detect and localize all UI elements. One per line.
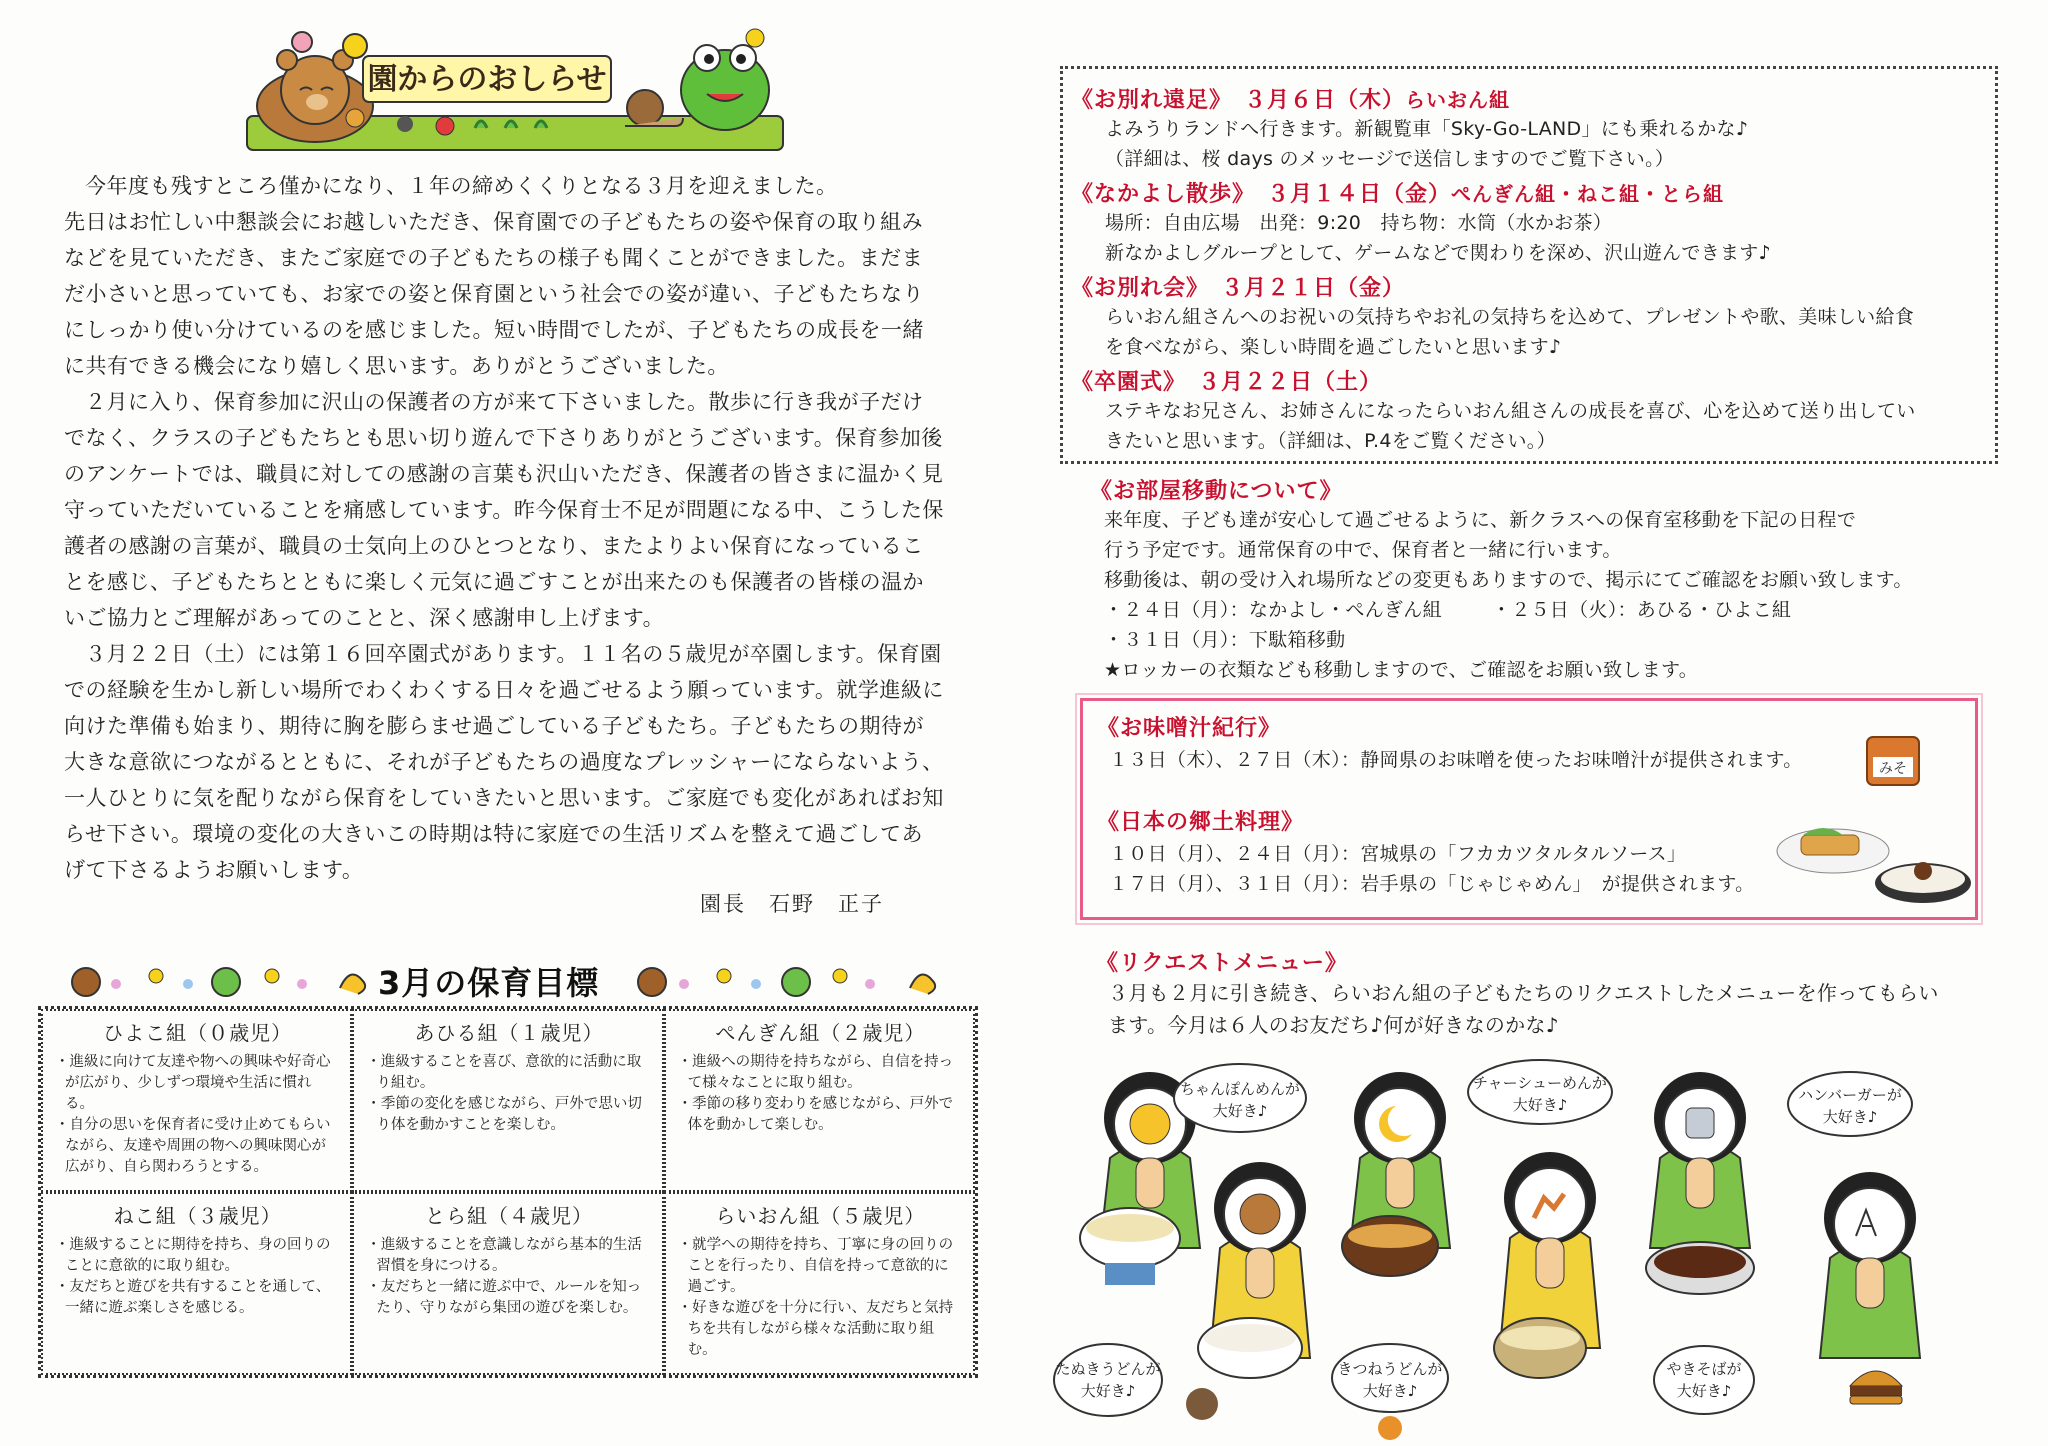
kid-3 — [1332, 1072, 1450, 1440]
goal-class-name: とら組（４歳児） — [424, 1204, 593, 1228]
kid-5-dish-line-1: やきそばが — [1666, 1360, 1742, 1378]
local-food-line: １７日（月）、３１日（月）：岩手県の「じゃじゃめん」 が提供されます。 — [1109, 873, 1755, 895]
goal-cell-tora — [352, 1192, 663, 1375]
goal-item: ・好きな遊びを十分に行い、友だちと気持ちを共有しながら様々な活動に取り組む。 — [677, 1300, 954, 1358]
goal-item: ・進級することを意識しながら基本的生活習慣を身につける。 — [366, 1237, 642, 1274]
miso-jar-icon — [1863, 733, 1923, 789]
miso-line: １３日（木）、２７日（木）：静岡県のお味噌を使ったお味噌汁が提供されます。 — [1109, 749, 1803, 771]
kid-6-dish-line-1: ハンバーガーが — [1798, 1086, 1902, 1104]
event-title: 《お別れ会》 ３月２１日（金） — [1071, 276, 1406, 301]
kid-4-dish-line-2: 大好き♪ — [1512, 1096, 1568, 1114]
event-line: らいおん組さんへのお祝いの気持ちやお礼の気持ちを込めて、プレゼントや歌、美味しい給食 — [1105, 306, 1915, 328]
goal-class-name: らいおん組（５歳児） — [715, 1204, 926, 1228]
goal-cell-raion — [664, 1192, 975, 1375]
goal-cell-ahiru — [352, 1009, 663, 1192]
goal-item: ・進級への期待を持ちながら、自信を持って様々なことに取り組む。 — [677, 1054, 954, 1091]
kid-6-dish-line-2: 大好き♪ — [1822, 1108, 1878, 1126]
monkey-icon — [1240, 1194, 1280, 1234]
kid-6 — [1788, 1072, 1920, 1404]
animal-icons-left — [72, 968, 365, 996]
event-line: （詳細は、桜 days のメッセージで送信しますのでご覧下さい。） — [1105, 148, 1675, 170]
events-box — [1060, 66, 1998, 464]
event-title: 《なかよし散歩》 ３月１４日（金） — [1071, 182, 1452, 207]
goal-class-name: あひる組（１歳児） — [414, 1021, 604, 1045]
event-line: きたいと思います。（詳細は、P.4をご覧ください。） — [1105, 430, 1556, 452]
request-menu-section — [1096, 946, 1996, 1041]
animal-icons-right — [638, 968, 935, 996]
snail-icon — [625, 90, 683, 126]
local-dish-icons — [1773, 813, 1973, 913]
principal-message — [64, 168, 944, 888]
kid-4 — [1468, 1060, 1612, 1378]
goal-class-name: ひよこ組（０歳児） — [103, 1021, 293, 1045]
goal-item: ・自分の思いを保育者に受け止めてもらいながら、友達や周囲の物への興味関心が広がり、自ら関わろうとする。 — [55, 1117, 331, 1175]
kid-1-dish-line-2: 大好き♪ — [1080, 1382, 1136, 1400]
hamburger-icon — [1850, 1371, 1902, 1404]
intro-paragraph-4: ３月２２日（土）には第１６回卒園式があります。１１名の５歳児が卒園します。保育園での経験を生かし新しい場所でわくわくする日々を過ごせるよう願っています。就学進級に向けた準備も始まり、期待に胸を膨らませ過ごしている子どもたち。子どもたちの期待が大きな意欲につながるとともに、それが子どもたちの過度なプレッシャーにならないよう、一人ひとりに気を配りながら保育をしていきたいと思います。ご家庭でも変化があればお知らせ下さい。環境の変化の大きいこの時期は特に家庭での生活リズムを整えて過ごしてあげて下さるようお願いします。 — [64, 642, 944, 882]
goal-item: ・進級に向けて友達や物への興味や好奇心が広がり、少しずつ環境や生活に慣れる。 — [55, 1054, 331, 1112]
room-move-note: ★ロッカーの衣類なども移動しますので、ご確認をお願い致します。 — [1104, 659, 1699, 681]
event-line: を食べながら、楽しい時間を過ごしたいと思います♪ — [1105, 336, 1562, 358]
goal-item: ・季節の変化を感じながら、戸外で思い切り体を動かすことを楽しむ。 — [366, 1096, 642, 1133]
goal-class-name: ぺんぎん組（２歳児） — [715, 1021, 926, 1045]
event-title: 《卒園式》 ３月２２日（土） — [1071, 370, 1383, 395]
event-line: 新なかよしグループとして、ゲームなどで関わりを深め、沢山遊んできます♪ — [1105, 242, 1771, 264]
goal-item: ・友だちと遊びを共有することを通して、一緒に遊ぶ楽しさを感じる。 — [55, 1279, 331, 1316]
principal-signature: 園長 石野 正子 — [700, 892, 884, 916]
room-move-line: 来年度、子ども達が安心して過ごせるように、新クラスへの保育室移動を下記の日程で — [1104, 509, 1857, 531]
fox-icon — [1378, 1416, 1402, 1440]
banner-title: 園からのおしらせ — [367, 62, 607, 97]
event-graduation — [1071, 365, 1916, 456]
event-line: 場所：自由広場 出発：9:20 持ち物：水筒（水かお茶） — [1105, 212, 1613, 234]
intro-paragraph-1: 今年度も残すところ僅かになり、１年の締めくくりとなる３月を迎えました。 — [85, 174, 838, 198]
robot-icon — [1686, 1108, 1714, 1138]
goal-cell-hiyoko — [41, 1009, 352, 1192]
goal-item: ・季節の移り変わりを感じながら、戸外で体を動かして楽しむ。 — [677, 1096, 954, 1133]
goal-item: ・進級することに期待を持ち、身の回りのことに意欲的に取り組む。 — [55, 1237, 331, 1274]
room-move-title: 《お部屋移動について》 — [1090, 479, 1343, 504]
frog-icon — [681, 29, 769, 130]
goals-title: 3月の保育目標 — [378, 964, 600, 1002]
event-class: らいおん組 — [1405, 88, 1511, 112]
goal-class-name: ねこ組（３歳児） — [113, 1204, 282, 1228]
kid-2-dish-line-1: ちゃんぽんめんが — [1179, 1080, 1301, 1098]
request-line: ます。今月は６人のお友だち♪何が好きなのかな♪ — [1108, 1013, 1559, 1037]
goal-cell-neko — [41, 1192, 352, 1375]
room-move-schedule: ・２５日（火）：あひる・ひよこ組 — [1491, 599, 1792, 621]
room-move-schedule: ・３１日（月）：下駄箱移動 — [1104, 629, 1346, 651]
room-move-schedule: ・２４日（月）：なかよし・ぺんぎん組 — [1104, 599, 1442, 621]
food-box — [1080, 698, 1978, 920]
kid-1 — [1054, 1072, 1218, 1420]
event-title: 《お別れ遠足》 ３月６日（木） — [1071, 88, 1406, 113]
goal-item: ・進級することを喜び、意欲的に活動に取り組む。 — [366, 1054, 642, 1091]
event-line: ステキなお兄さん、お姉さんになったらいおん組さんの成長を喜び、心を込めて送り出してい — [1105, 400, 1916, 422]
tanuki-icon — [1186, 1388, 1218, 1420]
goal-item: ・友だちと一緒に遊ぶ中で、ルールを知ったり、守りながら集団の遊びを楽しむ。 — [366, 1279, 642, 1316]
event-farewell-party — [1071, 271, 1914, 362]
event-line: よみうりランドへ行きます。新観覧車「Sky-Go-LAND」にも乗れるかな♪ — [1105, 118, 1749, 140]
kid-4-dish-line-1: チャーシューめんが — [1473, 1074, 1607, 1092]
room-move-section — [1090, 474, 1990, 685]
banner-illustration — [245, 28, 785, 152]
miso-title: 《お味噌汁紀行》 — [1097, 716, 1282, 741]
kid-5-dish-line-2: 大好き♪ — [1676, 1382, 1732, 1400]
goal-item: ・就学への期待を持ち、丁寧に身の回りのことを行ったり、自信を持って意欲的に過ごす。 — [677, 1237, 954, 1295]
event-class: ぺんぎん組・ねこ組・とら組 — [1451, 182, 1725, 206]
event-farewell-trip — [1071, 83, 1748, 174]
chick-icon — [292, 32, 367, 58]
request-kids-illustration — [1050, 1058, 2030, 1442]
room-move-line: 行う予定です。通常保育の中で、保育者と一緒に行います。 — [1104, 539, 1622, 561]
local-food-title: 《日本の郷土料理》 — [1097, 810, 1305, 835]
kid-2-dish-line-2: 大好き♪ — [1212, 1102, 1268, 1120]
room-move-line: 移動後は、朝の受け入れ場所などの変更もありますので、掲示にてご確認をお願い致します。 — [1104, 569, 1913, 591]
goal-cell-pengin — [664, 1009, 975, 1192]
intro-paragraph-2: 先日はお忙しい中懇談会にお越しいただき、保育園での子どもたちの姿や保育の取り組みなどを見ていただき、またご家庭での子どもたちの様子も聞くことができました。まだまだ小さいと思っていても、お家での姿と保育園という社会での姿が違い、子どもたちなりにしっかり使い分けているのを感じました。短い時間でしたが、子どもたちの成長を一緒に共有できる機会になり嬉しく思います。ありがとうございました。 — [64, 210, 924, 378]
event-nakayoshi-walk — [1071, 177, 1771, 268]
intro-paragraph-3: ２月に入り、保育参加に沢山の保護者の方が来て下さいました。散歩に行き我が子だけでなく、クラスの子どもたちとも思い切り遊んで下さりありがとうございます。保育参加後のアンケートでは、職員に対しての感謝の言葉も沢山いただき、保護者の皆さまに温かく見守っていただいていることを痛感しています。昨今保育士不足が問題になる中、こうした保護者の感謝の言葉が、職員の士気向上のひとつとなり、またよりよい保育になっていることを感じ、子どもたちとともに楽しく元気に過ごすことが出来たのも保護者の皆様の温かいご協力とご理解があってのことと、深く感謝申し上げます。 — [64, 390, 944, 630]
miso-jar-label: みそ — [1879, 761, 1907, 777]
kid-5 — [1646, 1072, 1754, 1414]
bee-icon — [1130, 1104, 1170, 1144]
kid-1-dish-line-1: たぬきうどんが — [1055, 1360, 1161, 1378]
goals-table — [38, 1006, 978, 1378]
request-line: ３月も２月に引き続き、らいおん組の子どもたちのリクエストしたメニューを作ってもらい — [1108, 981, 1939, 1005]
local-food-line: １０日（月）、２４日（月）：宮城県の「フカカツタルタルソース」 — [1109, 843, 1687, 865]
bear-icon — [257, 50, 373, 142]
request-title: 《リクエストメニュー》 — [1096, 951, 1348, 976]
kid-3-dish-line-2: 大好き♪ — [1362, 1382, 1418, 1400]
kid-3-dish-line-1: きつねうどんが — [1337, 1360, 1443, 1378]
